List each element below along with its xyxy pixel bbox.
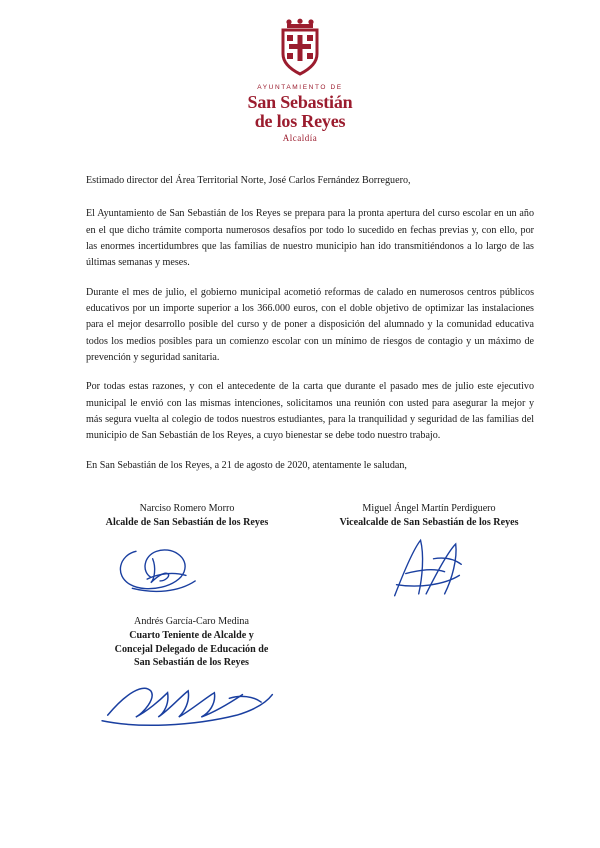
- letterhead-city-line-2: de los Reyes: [254, 111, 346, 132]
- letterhead: [0, 0, 600, 143]
- signature-row-bottom: [0, 605, 600, 732]
- letter-body: [0, 173, 600, 474]
- salutation: Estimado director del Área Territorial Norte, José Carlos Fernández Borreguero,: [86, 174, 411, 186]
- signature-name: Narciso Romero Morro: [139, 503, 235, 515]
- paragraph-2: Durante el mes de julio, el gobierno municipal acometió reformas de calado en numerosos centros públicos educativos por un importe superior a los 366.000 euros, con el doble objetivo de optimizar las instalaciones para el mejor desarrollo posible del curso y de poner a disposición del alumnado y la comunidad educativa todos los medios posibles para un comienzo escolar con un mínimo de riesgos de contagio y un máximo de prevención y seguridad sanitaria.: [86, 286, 534, 363]
- signature-block-vice-mayor: [314, 502, 544, 605]
- signature-title: Vicealcalde de San Sebastián de los Reyes: [339, 516, 519, 528]
- signature-title-line-3: San Sebastián de los Reyes: [134, 657, 249, 669]
- signature-name: Andrés García-Caro Medina: [134, 616, 249, 628]
- signature-block-councillor: [84, 615, 299, 732]
- closing-line: En San Sebastián de los Reyes, a 21 de agosto de 2020, atentamente le saludan,: [86, 459, 407, 471]
- handwritten-signature-icon: [99, 531, 275, 605]
- coat-of-arms-icon: [269, 18, 331, 80]
- letterhead-city-line-1: San Sebastián: [247, 92, 353, 112]
- handwritten-signature-icon: [89, 674, 295, 732]
- signature-title-line-2: Concejal Delegado de Educación de: [114, 643, 269, 655]
- letterhead-department: Alcaldía: [282, 132, 318, 143]
- signature-title: Alcalde de San Sebastián de los Reyes: [105, 516, 269, 528]
- letterhead-organization: AYUNTAMIENTO DE: [257, 84, 343, 91]
- signature-name: Miguel Ángel Martín Perdiguero: [362, 503, 496, 515]
- signature-row-top: [0, 474, 600, 605]
- signature-block-mayor: [72, 502, 302, 605]
- paragraph-3: Por todas estas razones, y con el antecedente de la carta que durante el pasado mes de julio este ejecutivo municipal le envió con las mismas intenciones, solicitamos una reunión con usted para asegurar la mejor y más segura vuelta al colegio de todos nuestros estudiantes, para la tranquilidad y seguridad de las familias del municipio de San Sebastián de los Reyes, a cuyo bienestar se debe todo nuestro trabajo.: [86, 381, 534, 442]
- signature-title-line-1: Cuarto Teniente de Alcalde y: [129, 629, 254, 641]
- handwritten-signature-icon: [341, 531, 517, 605]
- paragraph-1: El Ayuntamiento de San Sebastián de los Reyes se prepara para la pronta apertura del curso escolar en un año en el que dicho trámite comporta numerosos desafíos por todo lo sucedido en fechas previas y, con ello, por las enormes incertidumbres que las familias de nuestro municipio han ido transmitiéndonos a lo largo de las últimas semanas y meses.: [86, 208, 534, 269]
